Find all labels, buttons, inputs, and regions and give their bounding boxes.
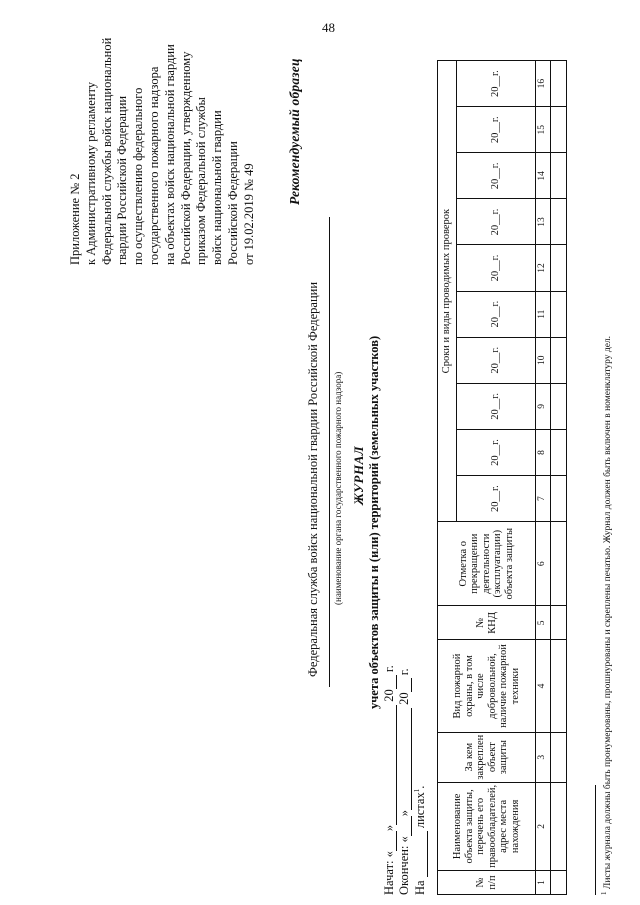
empty-cell (551, 61, 567, 107)
year-cell: 20__г. (457, 291, 536, 337)
header-fire-protection: Вид пожарной охраны, в том числе добровольной, наличие пожарной техники (438, 640, 536, 732)
day-blank (411, 816, 412, 836)
sheets-label: листах (413, 792, 428, 829)
column-number: 6 (536, 522, 551, 606)
empty-cell (551, 291, 567, 337)
sheets-count-blank (427, 831, 428, 877)
column-number: 1 (536, 870, 551, 894)
empty-cell (551, 245, 567, 291)
ended-label: Окончен: « (397, 836, 411, 895)
header-object-name: Наименование объекта защиты, перечень его правообладателей, адрес места нахождения (438, 782, 536, 870)
appendix-line: Приложение № 2 (68, 173, 82, 265)
column-number: 13 (536, 199, 551, 245)
appendix-line: гвардии Российской Федерации (115, 95, 130, 265)
on-label: На (413, 880, 428, 895)
column-number: 3 (536, 732, 551, 782)
journal-table (437, 60, 567, 895)
column-number: 12 (536, 245, 551, 291)
year-prefix: 20 (397, 692, 411, 705)
column-number: 15 (536, 107, 551, 153)
empty-cell (551, 782, 567, 870)
header-row (438, 61, 457, 895)
started-label: Начат: « (382, 851, 396, 895)
empty-cell (551, 606, 567, 640)
year-cell: 20__г. (457, 383, 536, 429)
year-cell: 20__г. (457, 199, 536, 245)
appendix-line: Российской Федерации (225, 141, 240, 265)
empty-cell (551, 429, 567, 475)
table-row (551, 61, 567, 895)
footnote-mark: 1 (600, 891, 608, 895)
appendix-line: по осуществлению федерального (131, 87, 146, 265)
empty-cell (551, 870, 567, 894)
column-number: 5 (536, 606, 551, 640)
year-cell: 20__г. (457, 429, 536, 475)
column-number: 16 (536, 61, 551, 107)
empty-cell (551, 199, 567, 245)
empty-cell (551, 337, 567, 383)
empty-cell (551, 732, 567, 782)
year-suffix: г. (382, 665, 396, 673)
column-number: 14 (536, 153, 551, 199)
appendix-line: войск национальной гвардии (210, 110, 225, 265)
started-line (382, 665, 397, 895)
year-blank (411, 678, 412, 692)
appendix-line: Федеральной службы войск национальной (99, 37, 114, 265)
footnote (600, 336, 613, 895)
empty-cell (551, 522, 567, 606)
quote-close: » (382, 824, 396, 832)
year-prefix: 20 (382, 689, 396, 702)
header-assigned-to: За кем закреплен объект защиты (438, 732, 536, 782)
header-knd: № КНД (438, 606, 536, 640)
appendix-block (68, 5, 258, 265)
year-cell: 20__г. (457, 107, 536, 153)
column-number: 9 (536, 383, 551, 429)
appendix-line: государственного пожарного надзора (146, 66, 161, 265)
month-blank (411, 708, 412, 810)
sheets-line (413, 786, 428, 895)
org-caption: (наименование органа государственного пожарного надзора) (333, 371, 343, 605)
year-cell: 20__г. (457, 337, 536, 383)
service-name: Федеральная служба войск национальной гвардии Российской Федерации (306, 281, 320, 677)
column-number: 4 (536, 640, 551, 732)
empty-cell (551, 153, 567, 199)
appendix-line: к Административному регламенту (83, 81, 98, 265)
sample-label: Рекомендуемый образец (287, 58, 302, 205)
appendix-line: на объектах войск национальной гвардии (162, 44, 177, 265)
column-number: 7 (536, 476, 551, 522)
header-inspections-group: Сроки и виды проводимых проверок (438, 61, 457, 522)
empty-cell (551, 383, 567, 429)
column-number: 11 (536, 291, 551, 337)
footnote-mark: 1 (413, 788, 421, 793)
appendix-line: от 19.02.2019 № 49 (241, 163, 256, 265)
year-cell: 20__г. (457, 476, 536, 522)
quote-close: » (397, 809, 411, 817)
footnote-rule (595, 785, 596, 895)
footnote-text: Листы журнала должны быть пронумерованы, прошнурованы и скреплены печатью. Журнал должен быть включен в номенклатуру дел. (603, 335, 614, 890)
ended-line (397, 668, 412, 895)
header-number: № п/п (438, 870, 536, 894)
column-number: 8 (536, 429, 551, 475)
appendix-line: приказом Федеральной службы (194, 97, 209, 265)
column-number: 2 (536, 782, 551, 870)
empty-cell (551, 476, 567, 522)
year-cell: 20__г. (457, 245, 536, 291)
empty-cell (551, 640, 567, 732)
year-cell: 20__г. (457, 61, 536, 107)
org-name-line (329, 217, 330, 687)
period: . (413, 785, 428, 789)
page-number: 48 (322, 20, 335, 35)
header-termination-mark: Отметка о прекращении деятельности (эксплуатации) объекта защиты (438, 522, 536, 606)
year-suffix: г. (397, 668, 411, 676)
year-cell: 20__г. (457, 153, 536, 199)
column-number-row (536, 61, 551, 895)
empty-cell (551, 107, 567, 153)
journal-subtitle: учета объектов защиты и (или) территорий (земельных участков) (367, 335, 381, 709)
journal-title: ЖУРНАЛ (351, 445, 366, 505)
column-number: 10 (536, 337, 551, 383)
appendix-line: Российской Федерации, утвержденному (178, 51, 193, 265)
